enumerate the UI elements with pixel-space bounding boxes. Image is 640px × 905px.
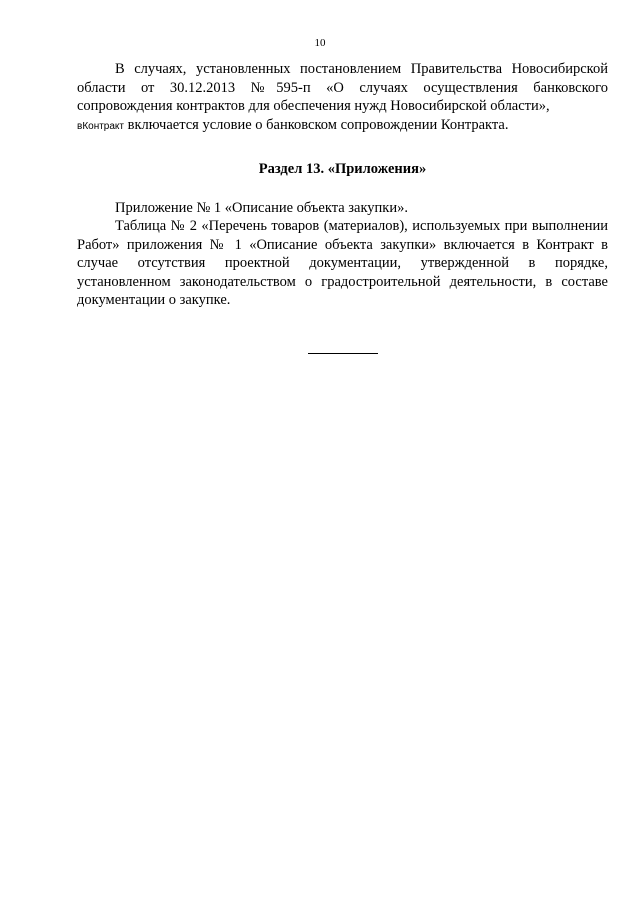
paragraph-table-2: Таблица № 2 «Перечень товаров (материалов), используемых при выполнении Работ» приложения № 1 «Описание объекта закупки» включается в Контракт в случае отсутствия проектной документации, утвержденной в порядке, установленном законодательством о градостроительной деятельности, в составе документации о закупке. xyxy=(77,218,608,308)
section-heading: Раздел 13. «Приложения» xyxy=(258,161,427,177)
document-body xyxy=(77,60,608,310)
page-number: 10 xyxy=(314,37,326,49)
paragraph-bank-support xyxy=(77,60,608,136)
end-separator-line xyxy=(308,353,378,354)
paragraph-bank-support-tail: включается условие о банковском сопровождении Контракта. xyxy=(127,116,509,133)
paragraph-appendix-1: Приложение № 1 «Описание объекта закупки». xyxy=(115,199,408,216)
paragraph-bank-support-text: В случаях, установленных постановлением Правительства Новосибирской области от 30.12.2013 №595-п «О случаях осуществления банковского сопровождения контрактов для обеспечения нужд Новосибирской области», xyxy=(77,61,608,114)
contract-word-small: вКонтракт xyxy=(77,120,124,132)
